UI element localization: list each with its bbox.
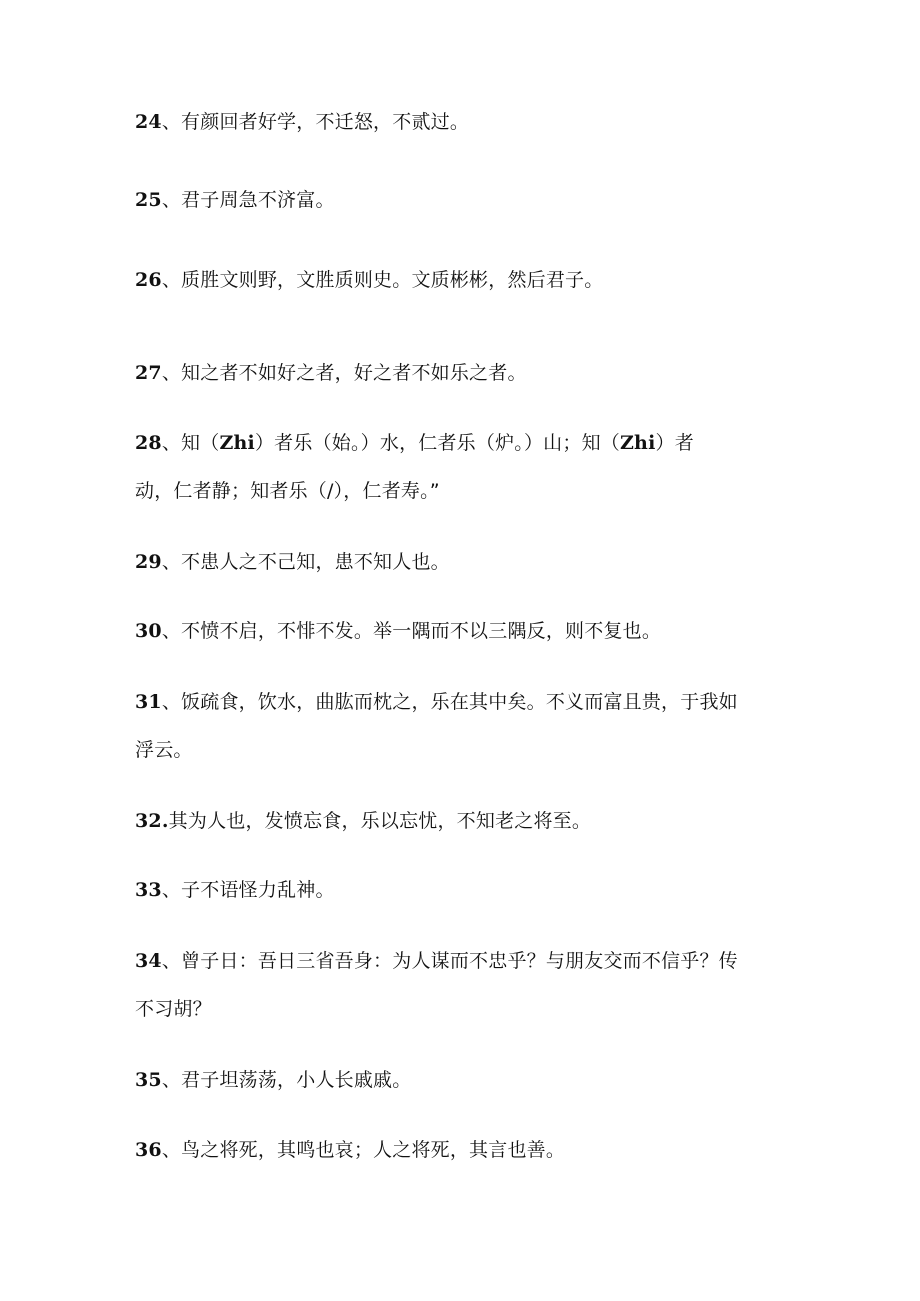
entry-line — [135, 419, 785, 467]
entry-number: 24 — [135, 111, 162, 133]
entry-separator: 、 — [161, 879, 182, 901]
entry-separator: 、 — [161, 620, 182, 642]
entry-separator: 、 — [161, 1069, 182, 1091]
entry-number: 26 — [135, 269, 162, 291]
entry-number: 32 — [135, 810, 162, 832]
entry-line — [135, 937, 785, 985]
entry-36 — [135, 1126, 785, 1174]
entry-separator: . — [161, 810, 169, 832]
entry-number: 31 — [135, 691, 162, 713]
entry-26 — [135, 256, 785, 304]
entry-text: 君子坦荡荡，小人长戚戚。 — [181, 1069, 412, 1091]
entry-number: 36 — [135, 1139, 162, 1161]
entry-text: 不愤不启，不悱不发。举一隅而不以三隅反，则不复也。 — [181, 620, 662, 642]
entry-separator: 、 — [161, 269, 182, 291]
entry-text-part: 知（ — [181, 432, 220, 454]
entry-31 — [135, 678, 785, 774]
entry-number: 28 — [135, 432, 162, 454]
entry-separator: 、 — [161, 1139, 182, 1161]
entry-separator: 、 — [161, 189, 182, 211]
entry-number: 33 — [135, 879, 162, 901]
entry-line — [135, 256, 785, 304]
entry-number: 35 — [135, 1069, 162, 1091]
entry-text: 不习胡？ — [135, 998, 212, 1020]
entry-line — [135, 678, 785, 726]
entry-number: 27 — [135, 362, 162, 384]
entry-line — [135, 1056, 785, 1104]
entry-separator: 、 — [161, 551, 182, 573]
entry-line — [135, 1126, 785, 1174]
entry-28 — [135, 419, 785, 515]
entry-33 — [135, 866, 785, 914]
entry-text: 动，仁者静；知者乐（/），仁者寿。” — [135, 480, 440, 502]
entry-text-romanization: Zhi — [619, 432, 656, 454]
entry-line — [135, 607, 785, 655]
entry-27 — [135, 349, 785, 397]
entry-text: 其为人也，发愤忘食，乐以忘忧，不知老之将至。 — [168, 810, 592, 832]
entry-text: 鸟之将死，其鸣也哀；人之将死，其言也善。 — [181, 1139, 566, 1161]
entry-text: 曾子日：吾日三省吾身：为人谋而不忠乎？与朋友交而不信乎？传 — [181, 950, 738, 972]
entry-text: 质胜文则野，文胜质则史。文质彬彬，然后君子。 — [181, 269, 604, 291]
entry-24 — [135, 98, 785, 146]
entry-text: 君子周急不济富。 — [181, 189, 335, 211]
entry-line — [135, 726, 785, 774]
entry-line — [135, 349, 785, 397]
entry-line — [135, 985, 785, 1033]
entry-separator: 、 — [161, 432, 182, 454]
entry-number: 30 — [135, 620, 162, 642]
entry-separator: 、 — [161, 362, 182, 384]
entry-25 — [135, 176, 785, 224]
entry-line — [135, 467, 785, 515]
entry-separator: 、 — [161, 950, 182, 972]
entry-text-part: ）者乐（始。）水，仁者乐（炉。）山；知（ — [254, 432, 620, 454]
entry-text-part: ）者 — [655, 432, 694, 454]
entry-separator: 、 — [161, 691, 182, 713]
entry-34 — [135, 937, 785, 1033]
entry-32 — [135, 797, 785, 845]
entry-30 — [135, 607, 785, 655]
entry-separator: 、 — [161, 111, 182, 133]
entry-number: 34 — [135, 950, 162, 972]
entry-text: 饭疏食，饮水，曲肱而枕之，乐在其中矣。不义而富且贵，于我如 — [181, 691, 738, 713]
entry-line — [135, 176, 785, 224]
entry-line — [135, 98, 785, 146]
entry-35 — [135, 1056, 785, 1104]
entry-text: 有颜回者好学，不迁怒，不贰过。 — [181, 111, 470, 133]
entry-text: 浮云。 — [135, 739, 193, 761]
entry-number: 29 — [135, 551, 162, 573]
entry-text: 子不语怪力乱神。 — [181, 879, 335, 901]
entry-text: 知之者不如好之者，好之者不如乐之者。 — [181, 362, 527, 384]
entry-line — [135, 538, 785, 586]
entry-line — [135, 866, 785, 914]
entry-number: 25 — [135, 189, 162, 211]
entry-text: 不患人之不己知，患不知人也。 — [181, 551, 450, 573]
entry-29 — [135, 538, 785, 586]
entry-line — [135, 797, 785, 845]
entry-text-romanization: Zhi — [219, 432, 255, 454]
